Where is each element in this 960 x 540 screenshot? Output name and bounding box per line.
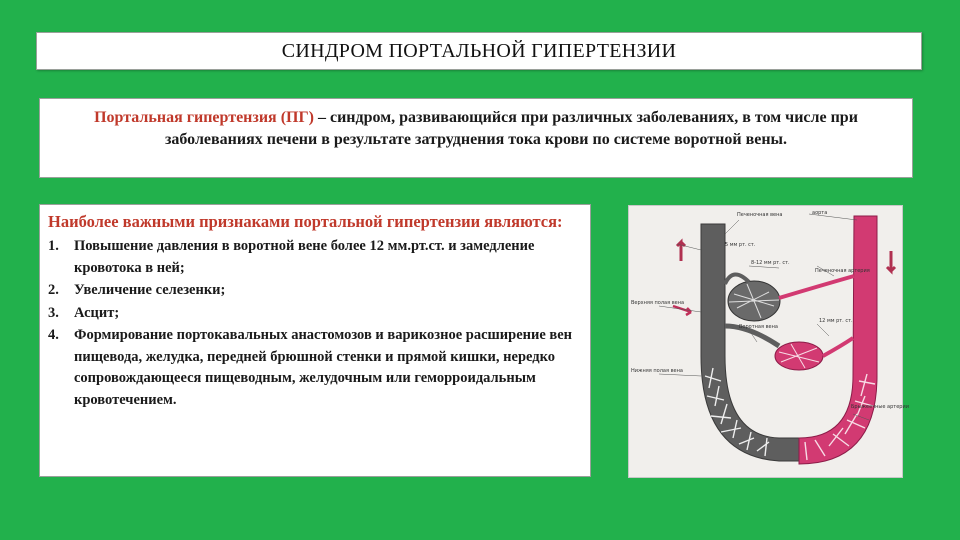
label-superior-vena-cava: Верхняя полая вена [631, 300, 685, 306]
page-title: СИНДРОМ ПОРТАЛЬНОЙ ГИПЕРТЕНЗИИ [281, 39, 677, 62]
list-item-number: 1. [48, 238, 59, 254]
label-inferior-vena-cava: Нижняя полая вена [631, 368, 683, 374]
hepatic-artery-vessel [779, 276, 854, 298]
list-item-text: Увеличение селезенки; [74, 282, 226, 298]
label-aorta: аорта [812, 210, 828, 216]
list-item-text: Повышение давления в воротной вене более 12 мм.рт.ст. и замедление кровотока в ней; [74, 238, 535, 276]
list-item [48, 325, 580, 411]
signs-list [48, 236, 580, 411]
signs-box [39, 204, 591, 477]
arrow-right-icon [673, 306, 691, 315]
list-item [48, 236, 580, 279]
intestine-network [775, 342, 823, 370]
definition-text: – синдром, развивающийся при различных заболеваниях, в том числе при заболеваниях печени в результате затруднения тока крови по системе воротной вены. [164, 109, 858, 148]
label-hepatic-vein: Печеночная вена [737, 212, 783, 218]
list-item-number: 4. [48, 327, 59, 343]
definition-term: Портальная гипертензия (ПГ) [94, 109, 314, 126]
portal-circulation-diagram [629, 206, 909, 477]
label-mesenteric-arteries: Брыжеечные артерии [851, 404, 909, 410]
list-item-number: 3. [48, 304, 59, 321]
label-pressure-mid: 8-12 мм рт. ст. [751, 260, 790, 266]
list-item-text: Формирование портокавальных анастомозов и варикозное расширение вен пищевода, желудка, передней брюшной стенки и прямой кишки, нередко сопровождающееся пищеводным, желудочным или геморроидальным кровотечением. [74, 327, 573, 408]
label-hepatic-artery: Печеночная артерия [815, 268, 870, 274]
list-item-text: Асцит; [74, 304, 120, 321]
definition-box [39, 98, 913, 178]
aorta-shape [799, 216, 877, 464]
arrow-down-icon [887, 251, 895, 271]
label-pressure-left: 5 мм рт. ст. [725, 242, 756, 248]
list-item [48, 280, 580, 302]
label-pressure-low: 12 мм рт. ст. [819, 318, 853, 324]
signs-heading: Наиболее важными признаками портальной гипертензии являются: [48, 212, 563, 231]
list-item [48, 303, 580, 325]
title-box [36, 32, 922, 70]
mesenteric-artery-vessel [823, 338, 853, 356]
portal-circulation-figure [628, 205, 909, 478]
label-portal-vein: Воротная вена [739, 324, 778, 330]
list-item-number: 2. [48, 282, 59, 298]
